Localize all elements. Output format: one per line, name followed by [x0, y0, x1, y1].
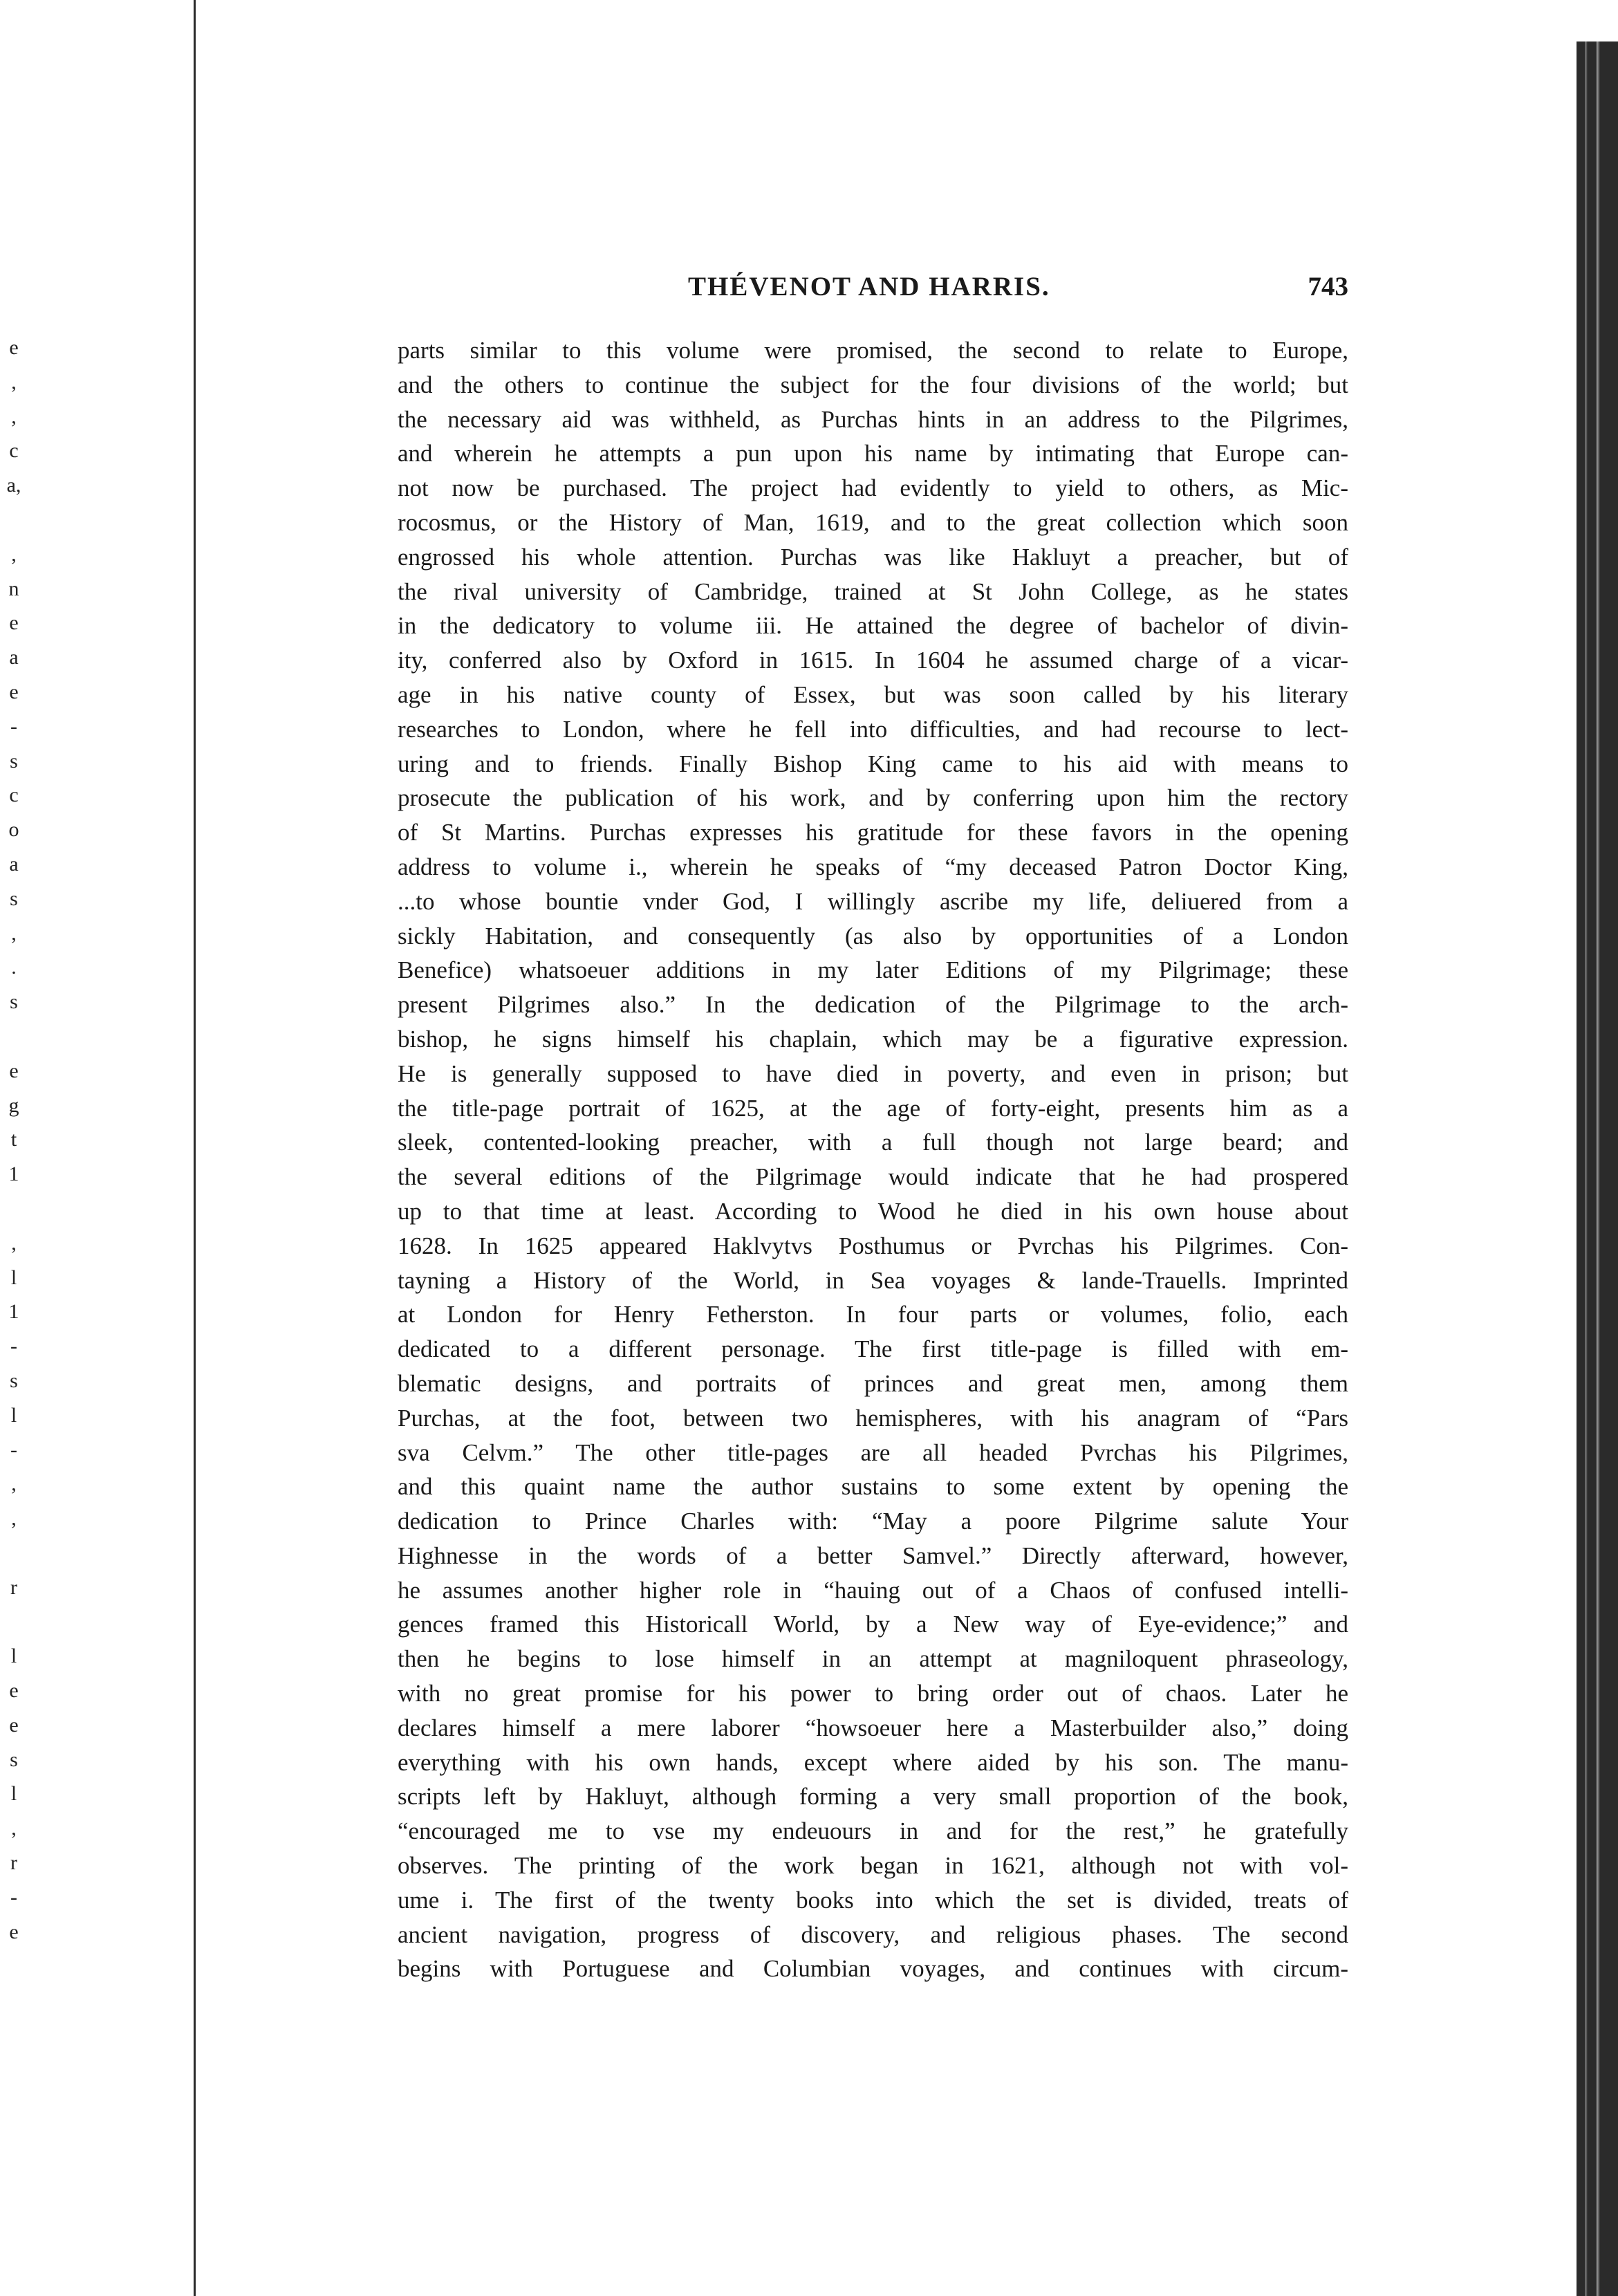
text-line: scripts left by Hakluyt, although forming a very small proportion of the book,	[398, 1783, 1348, 1811]
text-line: and the others to continue the subject for the four divisions of the world; but	[398, 371, 1348, 398]
fragment-char: 1	[8, 1163, 19, 1186]
fragment-char	[0, 1536, 28, 1571]
text-line: researches to London, where he fell into difficulties, and had recourse to lect-	[398, 715, 1348, 743]
fragment-char: ,	[11, 1472, 17, 1496]
text-line: Highnesse in the words of a better Samvel.” Directly afterward, however,	[398, 1542, 1348, 1569]
text-line: age in his native county of Essex, but was soon called by his literary	[398, 681, 1348, 708]
fragment-char: s	[10, 749, 18, 772]
text-line: begins with Portuguese and Columbian voyages, and continues with circum-	[398, 1955, 1348, 1983]
fragment-char: l	[10, 1403, 17, 1427]
fragment-char: ,	[11, 1507, 17, 1530]
fragment-char	[0, 1604, 28, 1639]
text-line: prosecute the publication of his work, and by conferring upon him the rectory	[398, 784, 1348, 812]
fragment-char: ,	[11, 1231, 17, 1255]
text-line: parts similar to this volume were promised, the second to relate to Europe,	[398, 337, 1348, 364]
text-line: “encouraged me to vse my endeuours in and for the rest,” he gratefully	[398, 1817, 1348, 1845]
text-line: the rival university of Cambridge, trained at St John College, as he states	[398, 577, 1348, 605]
fragment-char: l	[10, 1782, 17, 1806]
text-line: and this quaint name the author sustains to some extent by opening the	[398, 1473, 1348, 1501]
text-line: gences framed this Historicall World, by a New way of Eye-evidence;” and	[398, 1611, 1348, 1638]
fragment-char: e	[9, 1920, 19, 1943]
text-line: 1628. In 1625 appeared Haklvytvs Posthumus or Pvrchas his Pilgrimes. Con-	[398, 1232, 1348, 1259]
fragment-char: e	[9, 611, 19, 635]
text-line: and wherein he attempts a pun upon his name by intimating that Europe can-	[398, 440, 1348, 467]
fragment-char: e	[9, 680, 19, 703]
fragment-char: ,	[11, 542, 17, 566]
text-line: dedicated to a different personage. The first title-page is filled with em-	[398, 1335, 1348, 1363]
text-line: present Pilgrimes also.” In the dedication of the Pilgrimage to the arch-	[398, 991, 1348, 1019]
fragment-char: n	[8, 577, 19, 600]
text-line: ity, conferred also by Oxford in 1615. In 1604 he assumed charge of a vicar-	[398, 647, 1348, 674]
text-line: blematic designs, and portraits of princes and great men, among them	[398, 1369, 1348, 1397]
page-number: 743	[1308, 272, 1348, 302]
text-line: engrossed his whole attention. Purchas was like Hakluyt a preacher, but of	[398, 543, 1348, 571]
text-line: the several editions of the Pilgrimage would indicate that he had prospered	[398, 1163, 1348, 1191]
text-line: sva Celvm.” The other title-pages are all headed Pvrchas his Pilgrimes,	[398, 1438, 1348, 1466]
fragment-char: 1	[8, 1300, 19, 1324]
fragment-char: r	[10, 1575, 17, 1599]
running-title: THÉVENOT AND HARRIS.	[688, 272, 1050, 302]
fragment-char: e	[9, 1713, 19, 1737]
text-line: ...to whose bountie vnder God, I willingly ascribe my life, deliuered from a	[398, 887, 1348, 915]
fragment-char: a	[9, 852, 19, 876]
text-line: He is generally supposed to have died in poverty, and even in prison; but	[398, 1059, 1348, 1087]
page-edge-shadow	[1577, 41, 1618, 2296]
text-line: dedication to Prince Charles with: “May a poore Pilgrime salute Your	[398, 1508, 1348, 1535]
text-line: ume i. The first of the twenty books into which the set is divided, treats of	[398, 1886, 1348, 1914]
text-line: with no great promise for his power to bring order out of chaos. Later he	[398, 1680, 1348, 1707]
text-line: up to that time at least. According to Wood he died in his own house about	[398, 1197, 1348, 1225]
fragment-char: c	[9, 439, 19, 463]
text-line: then he begins to lose himself in an attempt at magniloquent phraseology,	[398, 1645, 1348, 1673]
fragment-char: .	[11, 956, 17, 979]
text-line: he assumes another higher role in “hauing out of a Chaos of confused intelli-	[398, 1576, 1348, 1604]
fragment-char: a	[9, 646, 19, 669]
text-line: declares himself a mere laborer “howsoeuer here a Masterbuilder also,” doing	[398, 1714, 1348, 1741]
fragment-char: g	[8, 1093, 19, 1117]
fragment-char: s	[10, 990, 18, 1014]
text-line: the title-page portrait of 1625, at the age of forty-eight, presents him as a	[398, 1094, 1348, 1122]
running-head	[398, 271, 1348, 306]
fragment-char: r	[10, 1851, 17, 1875]
text-line: observes. The printing of the work began in 1621, although not with vol-	[398, 1852, 1348, 1880]
fragment-char: a,	[6, 474, 21, 497]
fragment-char: ,	[11, 405, 17, 428]
text-line: the necessary aid was withheld, as Purchas hints in an address to the Pilgrimes,	[398, 405, 1348, 433]
text-line: address to volume i., wherein he speaks of “my deceased Patron Doctor King,	[398, 853, 1348, 880]
fragment-char: -	[10, 1438, 17, 1461]
fragment-char: -	[10, 714, 17, 738]
fragment-char: s	[10, 1748, 18, 1771]
fragment-char: s	[10, 1369, 18, 1392]
text-line: everything with his own hands, except where aided by his son. The manu-	[398, 1748, 1348, 1776]
previous-page-edge	[0, 0, 196, 2296]
fragment-char: c	[9, 784, 19, 807]
fragment-char: ,	[11, 370, 17, 394]
text-line: ancient navigation, progress of discovery, and religious phases. The second	[398, 1920, 1348, 1948]
fragment-char: l	[10, 1645, 17, 1668]
text-line: tayning a History of the World, in Sea voyages & lande-Trauells. Imprinted	[398, 1266, 1348, 1294]
text-line: rocosmus, or the History of Man, 1619, and to the great collection which soon	[398, 508, 1348, 536]
text-line: sickly Habitation, and consequently (as also by opportunities of a London	[398, 922, 1348, 950]
text-line: Benefice) whatsoeuer additions in my later Editions of my Pilgrimage; these	[398, 956, 1348, 984]
fragment-char: ,	[11, 921, 17, 945]
fragment-char: o	[8, 818, 19, 842]
fragment-char: t	[10, 1128, 17, 1151]
fragment-char	[0, 503, 28, 537]
body-text	[398, 333, 1348, 1986]
text-line: at London for Henry Fetherston. In four parts or volumes, folio, each	[398, 1301, 1348, 1328]
text-line: bishop, he signs himself his chaplain, which may be a figurative expression.	[398, 1025, 1348, 1053]
text-line: sleek, contented-looking preacher, with a full though not large beard; and	[398, 1129, 1348, 1156]
fragment-char: -	[10, 1885, 17, 1909]
fragment-char	[0, 1192, 28, 1226]
previous-page-fragments	[0, 331, 28, 1949]
text-line: in the dedicatory to volume iii. He attained the degree of bachelor of divin-	[398, 612, 1348, 640]
fragment-char	[0, 1019, 28, 1054]
fragment-char: s	[10, 887, 18, 910]
text-line: not now be purchased. The project had evidently to yield to others, as Mic-	[398, 474, 1348, 502]
fragment-char: -	[10, 1335, 17, 1358]
text-line: of St Martins. Purchas expresses his gratitude for these favors in the opening	[398, 819, 1348, 846]
text-line: uring and to friends. Finally Bishop King came to his aid with means to	[398, 750, 1348, 777]
fragment-char: e	[9, 1679, 19, 1703]
text-line: Purchas, at the foot, between two hemispheres, with his anagram of “Pars	[398, 1404, 1348, 1432]
fragment-char: ,	[11, 1817, 17, 1840]
fragment-char: e	[9, 336, 19, 359]
fragment-char: e	[9, 1059, 19, 1082]
fragment-char: l	[10, 1266, 17, 1289]
